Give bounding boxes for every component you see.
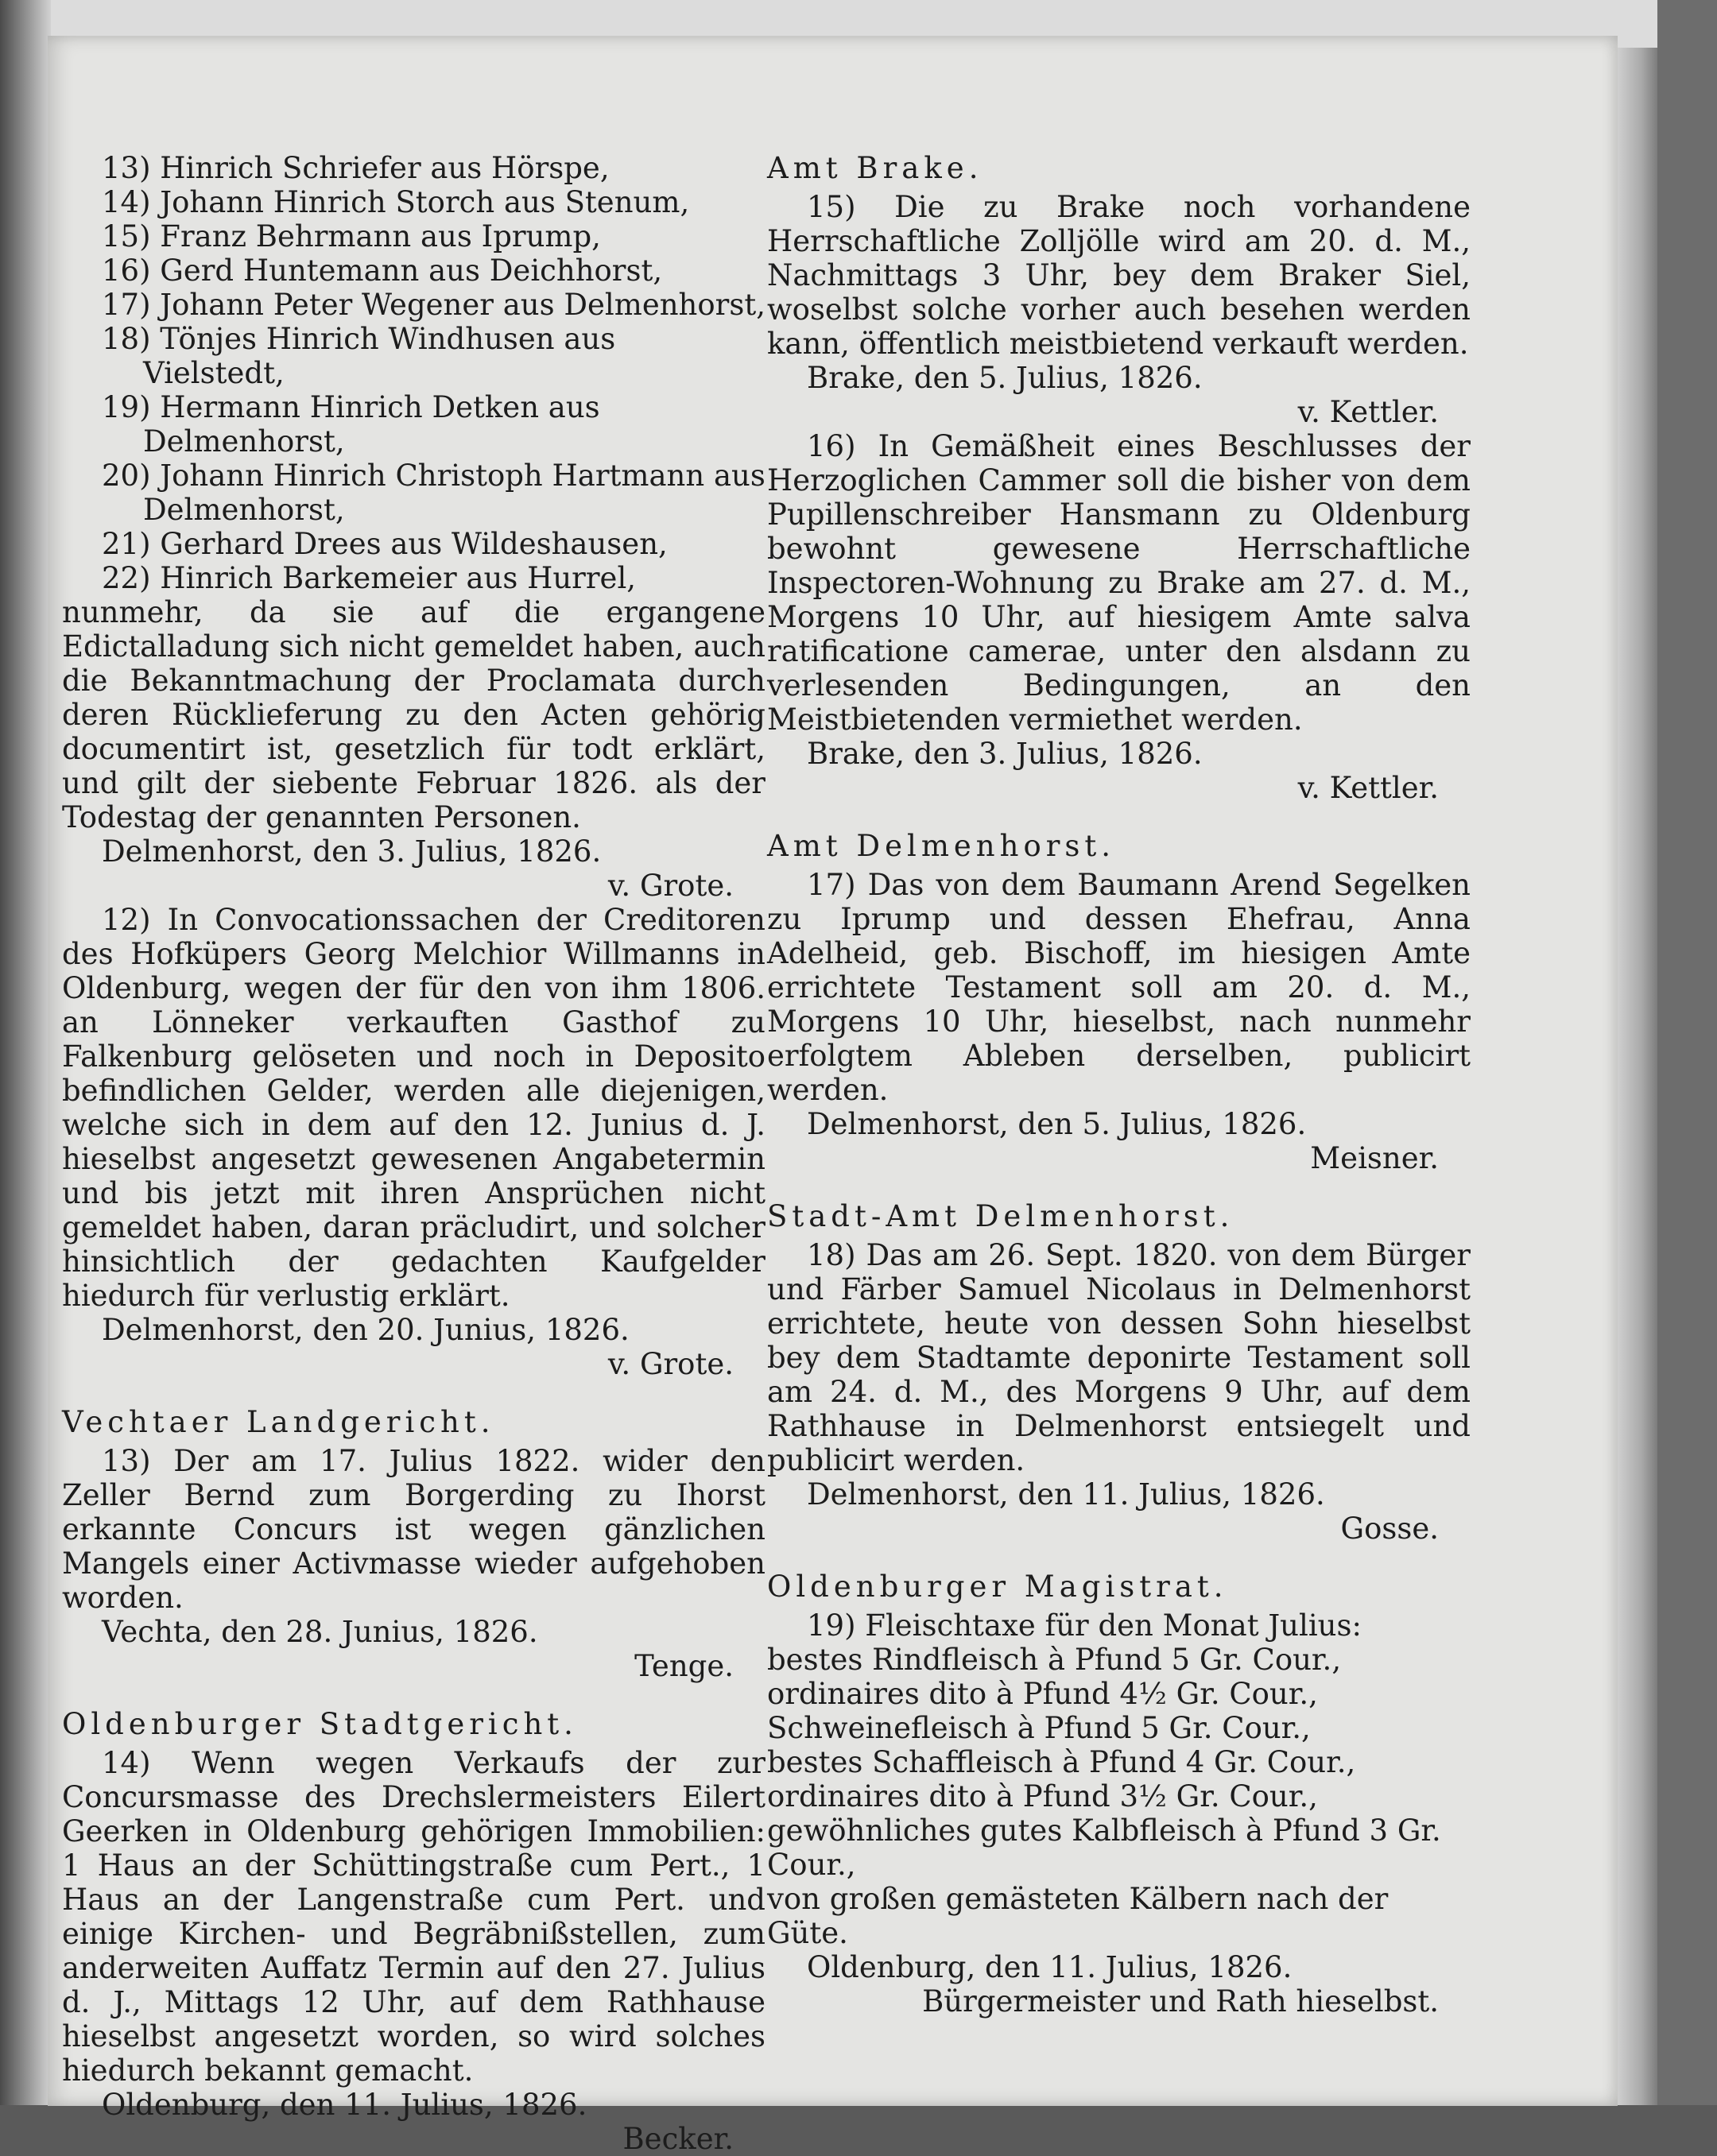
notice-signature: v. Kettler.	[1297, 395, 1439, 429]
page-edge	[1618, 48, 1657, 2105]
notice-signature: v. Grote.	[607, 869, 734, 903]
price-line: bestes Schaffleisch à Pfund 4 Gr. Cour.,	[767, 1745, 1356, 1779]
price-line: ordinaires dito à Pfund 4½ Gr. Cour.,	[767, 1677, 1318, 1711]
section-heading: Stadt-Amt Delmenhorst.	[767, 1199, 1234, 1233]
notice-signature: Tenge.	[634, 1649, 734, 1683]
notice-13: 13) Der am 17. Julius 1822. wider den Zeller Bernd zum Borgerding zu Ihorst erkannte Concurs ist wegen gänzlichen Mangels einer Activmasse wieder aufgehoben worden.	[62, 1444, 765, 1615]
notice-place-date: Oldenburg, den 11. Julius, 1826.	[102, 2088, 587, 2122]
section-heading: Oldenburger Magistrat.	[767, 1570, 1228, 1604]
left-column	[62, 151, 765, 2156]
list-item: 16) Gerd Huntemann aus Deichhorst,	[102, 254, 663, 288]
notice-19-intro: 19) Fleischtaxe für den Monat Julius:	[807, 1608, 1362, 1643]
notice-signature: v. Grote.	[607, 1347, 734, 1381]
section-heading: Amt Delmenhorst.	[767, 829, 1116, 863]
notice-place-date: Delmenhorst, den 5. Julius, 1826.	[807, 1107, 1307, 1141]
list-item: 21) Gerhard Drees aus Wildeshausen,	[102, 527, 668, 561]
list-item: 20) Johann Hinrich Christoph Hartmann aus Delmenhorst,	[102, 459, 765, 527]
notice-place-date: Delmenhorst, den 3. Julius, 1826.	[102, 834, 602, 869]
list-item: 19) Hermann Hinrich Detken aus Delmenhorst,	[102, 390, 600, 459]
notice-text: nunmehr, da sie auf die ergangene Edictalladung sich nicht gemeldet haben, auch die Bekanntmachung der Proclamata durch deren Rücklieferung zu den Acten gehörig documentirt ist, gesetzlich für todt erklärt, und gilt der siebente Februar 1826. als der Todestag der genannten Personen.	[62, 595, 765, 834]
notice-17: 17) Das von dem Baumann Arend Segelken zu Iprump und dessen Ehefrau, Anna Adelheid, geb. Bischoff, im hiesigen Amte errichtete Testament soll am 20. d. M., Morgens 10 Uhr, hieselbst, nach nunmehr erfolgtem Ableben derselben, publicirt werden.	[767, 868, 1471, 1107]
notice-14: 14) Wenn wegen Verkaufs der zur Concursmasse des Drechslermeisters Eilert Geerken in Oldenburg gehörigen Immobilien: 1 Haus an der Schüttingstraße cum Pert., 1 Haus an der Langenstraße cum Pert. und einige Kirchen- und Begräbnißstellen, zum anderweiten Auffatz Termin auf den 27. Julius d. J., Mittags 12 Uhr, auf dem Rathhause hieselbst angesetzt worden, so wird solches hiedurch bekannt gemacht.	[62, 1746, 765, 2088]
price-line: Schweinefleisch à Pfund 5 Gr. Cour.,	[767, 1711, 1311, 1745]
notice-place-date: Oldenburg, den 11. Julius, 1826.	[807, 1950, 1293, 1984]
notice-15: 15) Die zu Brake noch vorhandene Herrschaftliche Zolljölle wird am 20. d. M., Nachmittags 3 Uhr, bey dem Braker Siel, woselbst solche vorher auch besehen werden kann, öffentlich meistbietend verkauft werden.	[767, 190, 1471, 361]
price-line: ordinaires dito à Pfund 3½ Gr. Cour.,	[767, 1779, 1318, 1813]
notice-place-date: Delmenhorst, den 20. Junius, 1826.	[102, 1313, 630, 1347]
notice-signature: v. Kettler.	[1297, 771, 1439, 805]
notice-signature: Becker.	[622, 2122, 734, 2156]
list-item: 14) Johann Hinrich Storch aus Stenum,	[102, 185, 690, 219]
notice-signature: Bürgermeister und Rath hieselbst.	[922, 1984, 1439, 2019]
notice-place-date: Brake, den 5. Julius, 1826.	[807, 361, 1203, 395]
right-column	[767, 151, 1471, 2019]
notice-signature: Gosse.	[1340, 1512, 1439, 1546]
notice-place-date: Delmenhorst, den 11. Julius, 1826.	[807, 1477, 1325, 1512]
price-line: bestes Rindfleisch à Pfund 5 Gr. Cour.,	[767, 1643, 1342, 1677]
notice-16: 16) In Gemäßheit eines Beschlusses der Herzoglichen Cammer soll die bisher von dem Pupillenschreiber Hansmann zu Oldenburg bewohnt gewesene Herrschaftliche Inspectoren-Wohnung zu Brake am 27. d. M., Morgens 10 Uhr, auf hiesigem Amte salva ratificatione camerae, unter den alsdann zu verlesenden Bedingungen, an den Meistbietenden vermiethet werden.	[767, 429, 1471, 737]
section-heading: Vechtaer Landgericht.	[62, 1405, 495, 1439]
list-item: 13) Hinrich Schriefer aus Hörspe,	[102, 151, 610, 185]
section-heading: Amt Brake.	[767, 151, 983, 185]
list-item: 15) Franz Behrmann aus Iprump,	[102, 219, 601, 254]
price-line: von großen gemästeten Kälbern nach der Güte.	[767, 1882, 1389, 1950]
section-heading: Oldenburger Stadtgericht.	[62, 1707, 578, 1741]
notice-signature: Meisner.	[1310, 1141, 1439, 1175]
notice-18: 18) Das am 26. Sept. 1820. von dem Bürger und Färber Samuel Nicolaus in Delmenhorst errichtete, heute von dessen Sohn hieselbst bey dem Stadtamte deponirte Testament soll am 24. d. M., des Morgens 9 Uhr, auf dem Rathhause in Delmenhorst entsiegelt und publicirt werden.	[767, 1238, 1471, 1477]
notice-12: 12) In Convocationssachen der Creditoren des Hofküpers Georg Melchior Willmanns in Oldenburg, wegen der für den von ihm 1806. an Lönneker verkauften Gasthof zu Falkenburg gelöseten und noch in Deposito befindlichen Gelder, werden alle diejenigen, welche sich in dem auf den 12. Junius d. J. hieselbst angesetzt gewesenen Angabetermin und bis jetzt mit ihren Ansprüchen nicht gemeldet haben, daran präcludirt, und solcher hinsichtlich der gedachten Kaufgelder hiedurch für verlustig erklärt.	[62, 903, 765, 1313]
notice-place-date: Brake, den 3. Julius, 1826.	[807, 737, 1203, 771]
notice-place-date: Vechta, den 28. Junius, 1826.	[102, 1615, 538, 1649]
list-item: 17) Johann Peter Wegener aus Delmenhorst,	[102, 288, 765, 322]
list-item: 22) Hinrich Barkemeier aus Hurrel,	[102, 561, 637, 595]
book-spine	[0, 0, 51, 2105]
background-strip	[1657, 0, 1717, 2105]
price-line: gewöhnliches gutes Kalbfleisch à Pfund 3 Gr. Cour.,	[767, 1813, 1441, 1882]
list-item: 18) Tönjes Hinrich Windhusen aus Vielstedt,	[102, 322, 616, 390]
